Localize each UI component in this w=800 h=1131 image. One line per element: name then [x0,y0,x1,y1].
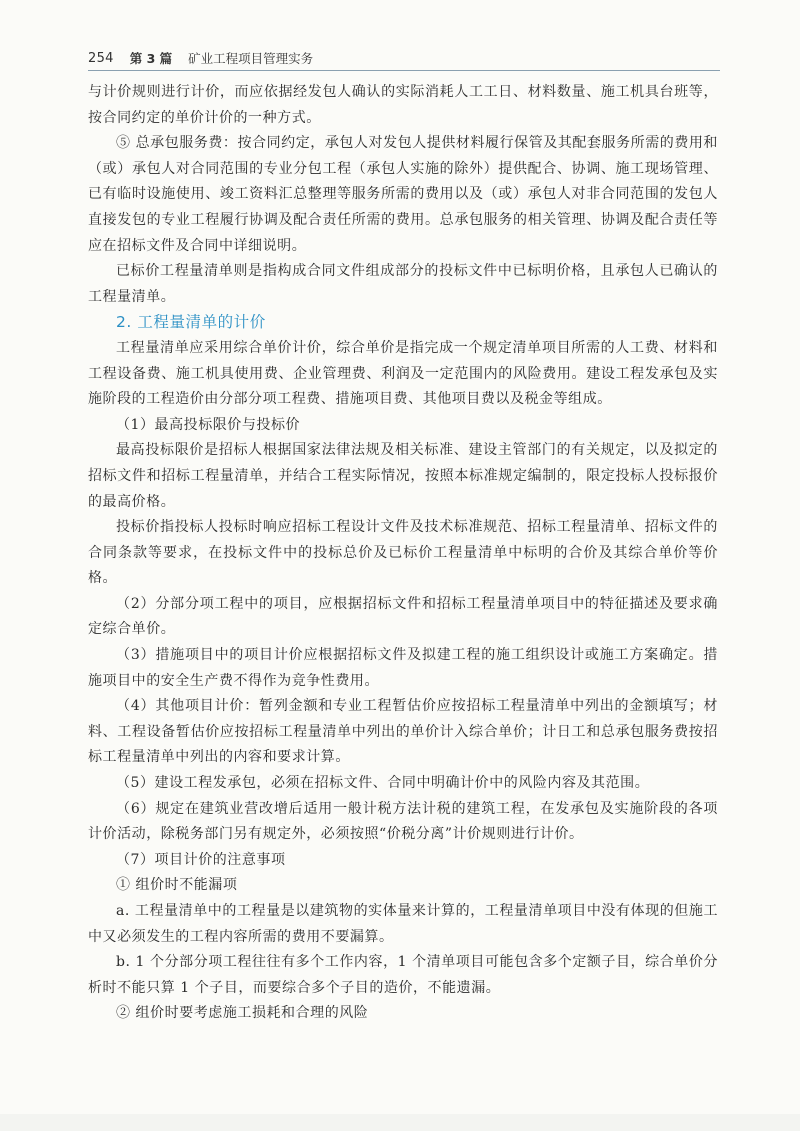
paragraph: b. 1 个分部分项工程往往有多个工作内容，1 个清单项目可能包含多个定额子目，综合单价分析时不能只算 1 个子目，而要综合多个子目的造价，不能遗漏。 [88,954,718,996]
header-rule [88,70,720,71]
book-title: 矿业工程项目管理实务 [188,51,314,66]
paragraph: 最高投标限价是招标人根据国家法律法规及相关标准、建设主管部门的有关规定，以及拟定的招标文件和招标工程量清单，并结合工程实际情况，按照本标准规定编制的，限定投标人投标报价的最高价格。 [88,442,718,510]
paragraph: （6）规定在建筑业营改增后适用一般计税方法计税的建筑工程，在发承包及实施阶段的各项计价活动，除税务部门另有规定外，必须按照“价税分离”计价规则进行计价。 [88,800,718,843]
paragraph: 已标价工程量清单则是指构成合同文件组成部分的投标文件中已标明价格，且承包人已确认的工程量清单。 [88,263,718,305]
paragraph: （5）建设工程发承包，必须在招标文件、合同中明确计价中的风险内容及其范围。 [116,775,650,792]
subsection-title: （1）最高投标限价与投标价 [116,416,301,433]
page-bottom-band [0,1114,800,1131]
paragraph: 工程量清单应采用综合单价计价，综合单价是指完成一个规定清单项目所需的人工费、材料和工程设备费、施工机具使用费、企业管理费、利润及一定范围内的风险费用。建设工程发承包及实施阶段的工程造价由分部分项工程费、措施项目费、其他项目费以及税金等组成。 [88,339,718,408]
paragraph: （2）分部分项工程中的项目，应根据招标文件和招标工程量清单项目中的特征描述及要求确定综合单价。 [88,595,718,638]
paragraph: a. 工程量清单中的工程量是以建筑物的实体量来计算的，工程量清单项目中没有体现的但施工中又必须发生的工程内容所需的费用不要漏算。 [88,903,718,945]
paragraph: ⑤ 总承包服务费：按合同约定，承包人对发包人提供材料履行保管及其配套服务所需的费用和（或）承包人对合同范围的专业分包工程（承包人实施的除外）提供配合、协调、施工现场管理、已有临时设施使用、竣工资料汇总整理等服务所需的费用以及（或）承包人对非合同范围的发包人直接发包的专业工程履行协调及配合责任所需的费用。总承包服务的相关管理、协调及配合责任等应在招标文件及合同中详细说明。 [88,135,718,254]
list-item-title: ② 组价时要考虑施工损耗和合理的风险 [116,1005,369,1022]
paragraph: （3）措施项目中的项目计价应根据招标文件及拟建工程的施工组织设计或施工方案确定。措施项目中的安全生产费不得作为竞争性费用。 [88,647,718,689]
page-body [88,80,718,1027]
page-number: 254 [88,50,114,66]
paragraph: （4）其他项目计价：暂列金额和专业工程暂估价应按招标工程量清单中列出的金额填写；材料、工程设备暂估价应按招标工程量清单中列出的单价计入综合单价；计日工和总承包服务费按招标工程量清单中列出的内容和要求计算。 [88,698,718,766]
list-item-title: ① 组价时不能漏项 [116,877,238,894]
section-heading: 2. 工程量清单的计价 [116,313,266,332]
paragraph: 与计价规则进行计价，而应依据经发包人确认的实际消耗人工工日、材料数量、施工机具台班等，按合同约定的单价计价的一种方式。 [88,84,718,126]
subsection-title: （7）项目计价的注意事项 [116,851,286,868]
part-label: 第 3 篇 [129,51,173,66]
paragraph: 投标价指投标人投标时响应招标工程设计文件及技术标准规范、招标工程量清单、招标文件的合同条款等要求，在投标文件中的投标总价及已标价工程量清单中标明的合价及其综合单价等价格。 [88,519,718,587]
running-header [88,46,718,70]
